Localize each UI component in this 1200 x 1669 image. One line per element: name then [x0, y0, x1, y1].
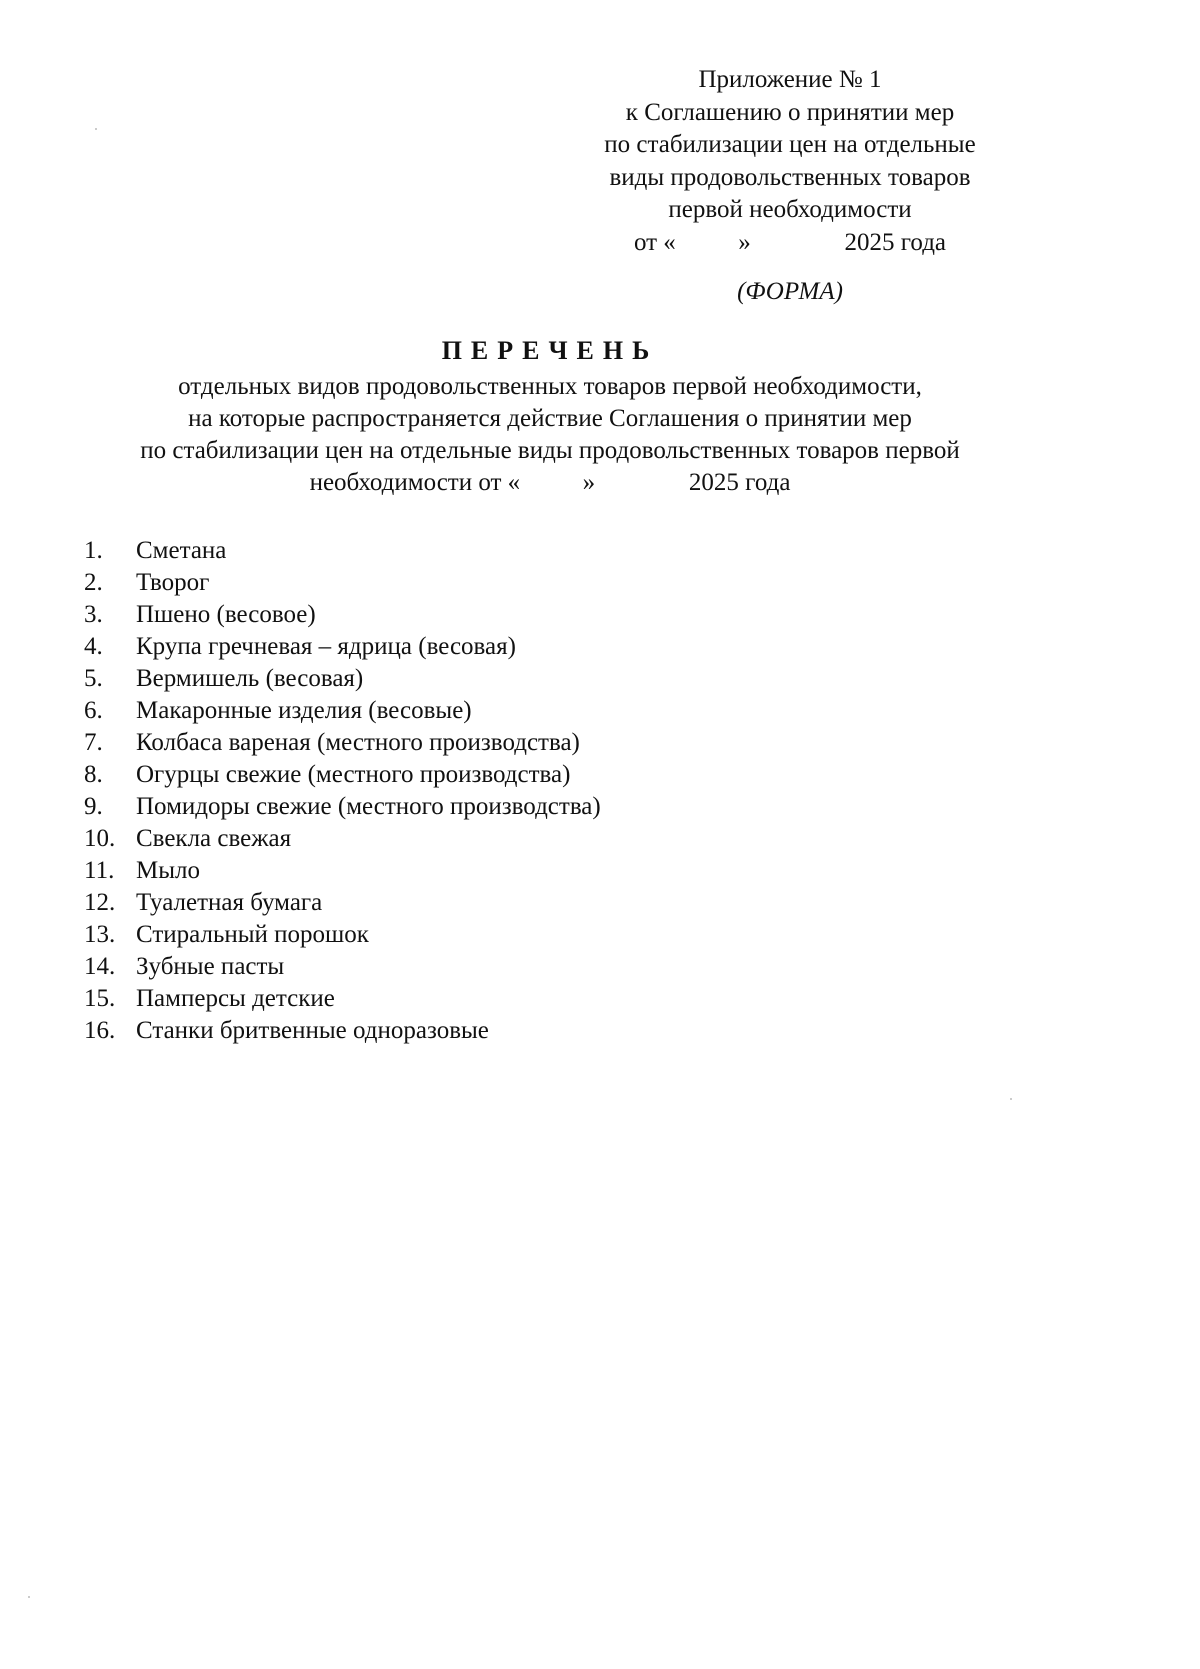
item-number: 12.: [84, 889, 116, 916]
item-number: 13.: [84, 921, 116, 948]
item-text: Колбаса вареная (местного производства): [136, 729, 580, 756]
item-number: 9.: [84, 793, 103, 820]
appendix-line: по стабилизации цен на отдельные: [604, 131, 976, 158]
item-number: 11.: [84, 857, 115, 884]
form-label: (ФОРМА): [737, 278, 843, 305]
item-text: Станки бритвенные одноразовые: [136, 1017, 489, 1044]
appendix-line: к Соглашению о принятии мер: [625, 98, 955, 126]
list-item: [84, 951, 601, 983]
scan-speck: [95, 128, 97, 130]
item-number: 5.: [84, 665, 103, 692]
item-text: Свекла свежая: [136, 825, 292, 852]
item-number: 10.: [84, 825, 116, 852]
appendix-date-line: от « » 2025 года: [633, 228, 947, 256]
list-item: [84, 823, 601, 855]
subtitle-line: на которые распространяется действие Соглашения о принятии мер: [188, 405, 912, 432]
item-text: Помидоры свежие (местного производства): [136, 793, 601, 820]
item-text: Крупа гречневая – ядрица (весовая): [136, 633, 516, 660]
item-text: Зубные пасты: [136, 953, 285, 980]
list-item: [84, 663, 601, 695]
list-item: [84, 535, 601, 567]
appendix-line: виды продовольственных товаров: [609, 163, 971, 191]
appendix-line: первой необходимости: [668, 196, 912, 223]
item-text: Сметана: [136, 537, 227, 564]
item-number: 14.: [84, 953, 116, 980]
item-text: Стиральный порошок: [136, 921, 369, 948]
item-number: 1.: [84, 537, 103, 564]
scan-speck: [1010, 1098, 1012, 1100]
goods-list: [84, 535, 601, 1047]
scan-speck: [28, 1596, 30, 1598]
item-number: 16.: [84, 1017, 116, 1044]
list-item: [84, 983, 601, 1015]
subtitle-line: по стабилизации цен на отдельные виды продовольственных товаров первой: [140, 437, 960, 464]
item-number: 8.: [84, 761, 103, 788]
item-number: 7.: [84, 729, 103, 756]
item-text: Вермишель (весовая): [136, 665, 364, 692]
item-number: 15.: [84, 985, 116, 1012]
item-text: Памперсы детские: [136, 985, 335, 1012]
subtitle-line: необходимости от « » 2025 года: [309, 469, 791, 496]
item-number: 2.: [84, 569, 103, 596]
item-number: 4.: [84, 633, 103, 660]
appendix-header: [560, 64, 1020, 259]
list-item: [84, 759, 601, 791]
item-number: 6.: [84, 697, 103, 724]
list-item: [84, 1015, 601, 1047]
item-text: Огурцы свежие (местного производства): [136, 761, 571, 788]
list-item: [84, 727, 601, 759]
item-text: Макаронные изделия (весовые): [136, 697, 472, 724]
list-item: [84, 567, 601, 599]
item-text: Творог: [136, 569, 210, 596]
list-item: [84, 631, 601, 663]
subtitle-line: отдельных видов продовольственных товаров первой необходимости,: [178, 373, 922, 400]
list-item: [84, 919, 601, 951]
document-subtitle: [60, 371, 1040, 499]
list-item: [84, 855, 601, 887]
document-title: ПЕРЕЧЕНЬ: [441, 336, 659, 365]
item-text: Мыло: [136, 857, 201, 884]
list-item: [84, 791, 601, 823]
item-text: Пшено (весовое): [136, 601, 316, 628]
list-item: [84, 695, 601, 727]
item-number: 3.: [84, 601, 103, 628]
list-item: [84, 599, 601, 631]
list-item: [84, 887, 601, 919]
appendix-line: Приложение № 1: [698, 66, 882, 93]
item-text: Туалетная бумага: [136, 889, 323, 916]
